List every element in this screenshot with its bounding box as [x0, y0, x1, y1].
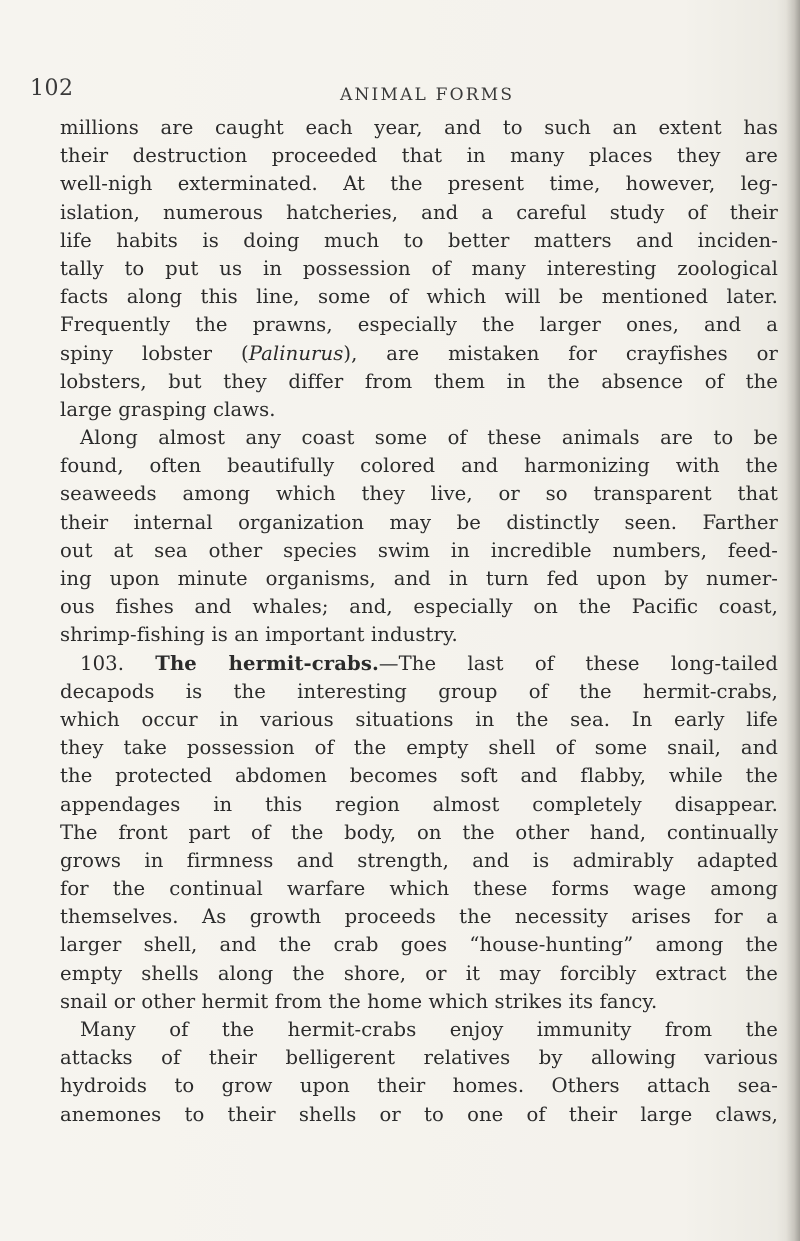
text-line: ing upon minute organisms, and in turn fed upon by numer-: [60, 567, 778, 590]
text-line: large grasping claws.: [60, 397, 276, 421]
text-line: hydroids to grow upon their homes. Others attach sea-: [60, 1074, 778, 1098]
text-line: attacks of their belligerent relatives by allowing various: [60, 1046, 778, 1070]
text-line: Frequently the prawns, especially the larger ones, and a: [60, 313, 778, 337]
text-line: islation, numerous hatcheries, and a careful study of their: [60, 200, 778, 224]
text-line: well-nigh exterminated. At the present time, however, leg-: [60, 172, 778, 196]
text-line: lobsters, but they differ from them in the absence of the: [60, 369, 778, 393]
text-line: for the continual warfare which these forms wage among: [60, 877, 778, 901]
text-line: shrimp-fishing is an important industry.: [60, 623, 458, 647]
text-line-with-italic: [60, 340, 778, 368]
text-line: their internal organization may be distinctly seen. Farther: [60, 510, 778, 534]
section-heading-line: [60, 650, 778, 678]
text-line: decapods is the interesting group of the hermit-crabs,: [60, 679, 778, 703]
page-number: 102: [30, 76, 74, 101]
text-line: their destruction proceeded that in many places they are: [60, 144, 778, 168]
text-line: anemones to their shells or to one of their large claws,: [60, 1102, 778, 1126]
text-line: snail or other hermit from the home which strikes its fancy.: [60, 989, 658, 1013]
text-line: tally to put us in possession of many interesting zoological: [60, 256, 778, 280]
page-edge-shadow: [786, 0, 800, 1241]
text-line: the protected abdomen becomes soft and flabby, while the: [60, 764, 778, 788]
text-line: life habits is doing much to better matters and inciden-: [60, 228, 778, 252]
text-line: found, often beautifully colored and harmonizing with the: [60, 454, 778, 478]
text-fragment: —The last of these long-tailed: [378, 651, 778, 675]
text-line: out at sea other species swim in incredible numbers, feed-: [60, 538, 778, 562]
text-line: facts along this line, some of which will be mentioned later.: [60, 285, 778, 309]
genus-name-italic: Palinurus: [248, 341, 344, 365]
text-line: Many of the hermit-crabs enjoy immunity from the: [80, 1018, 778, 1041]
section-title: The hermit-crabs.: [155, 651, 379, 675]
text-line: Along almost any coast some of these animals are to be: [80, 426, 778, 450]
text-line: ous fishes and whales; and, especially on the Pacific coast,: [60, 595, 778, 619]
text-line: themselves. As growth proceeds the necessity arises for a: [60, 905, 778, 929]
text-fragment: ), are mistaken for crayfishes or: [343, 341, 778, 365]
body-text: [60, 114, 778, 1129]
text-line: empty shells along the shore, or it may forcibly extract the: [60, 961, 778, 985]
text-line: they take possession of the empty shell of some snail, and: [60, 736, 778, 760]
text-line: larger shell, and the crab goes “house-hunting” among the: [60, 933, 778, 957]
section-number: 103.: [80, 651, 125, 675]
text-line: millions are caught each year, and to such an extent has: [60, 116, 778, 139]
text-line: grows in firmness and strength, and is admirably adapted: [60, 848, 778, 872]
text-line: which occur in various situations in the sea. In early life: [60, 707, 778, 731]
text-line: appendages in this region almost completely disappear.: [60, 792, 778, 816]
text-line: seaweeds among which they live, or so transparent that: [60, 482, 778, 506]
text-line: The front part of the body, on the other hand, continually: [60, 820, 778, 844]
text-fragment: spiny lobster (: [60, 341, 249, 365]
running-head: ANIMAL FORMS: [340, 85, 515, 105]
